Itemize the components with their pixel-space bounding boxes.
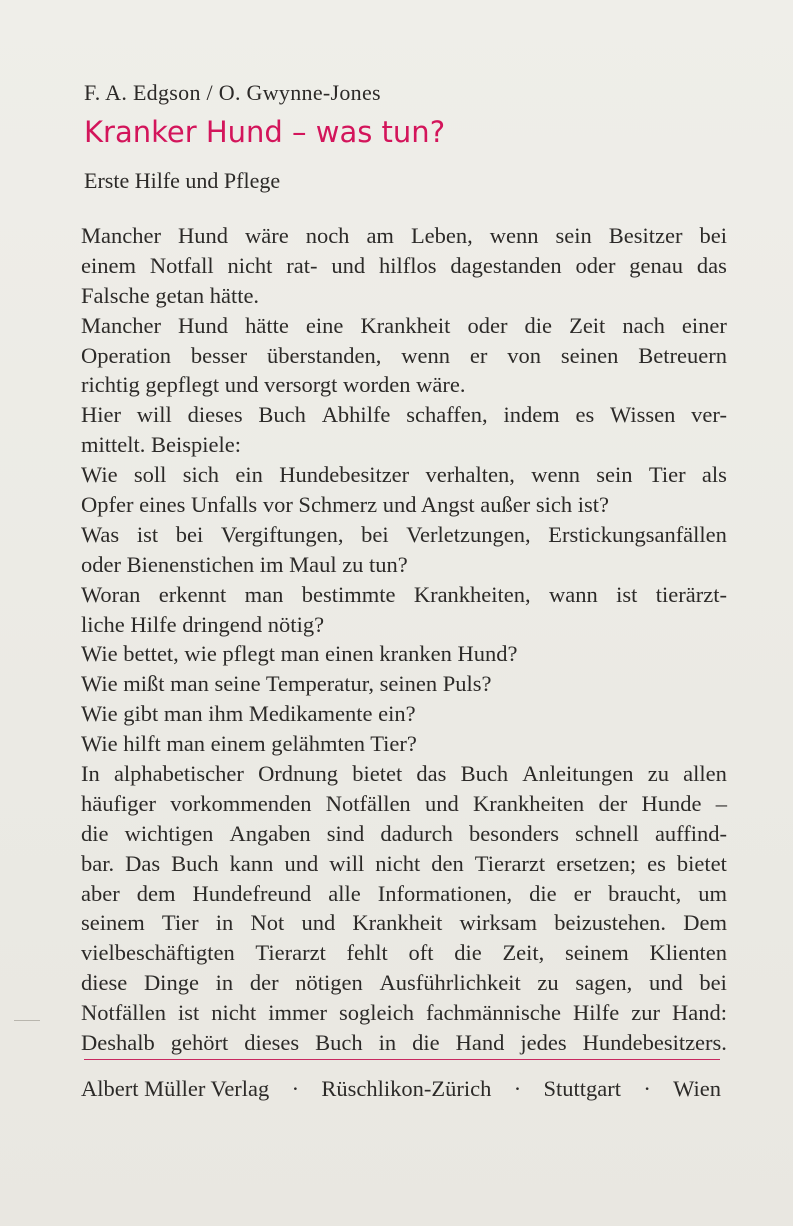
blurb-line: Opfer eines Unfalls vor Schmerz und Angst außer sich ist? — [81, 492, 609, 518]
blurb-line — [81, 251, 727, 281]
blurb-word: nicht — [211, 1000, 257, 1026]
blurb-line — [81, 520, 727, 550]
blurb-line: liche Hilfe dringend nötig? — [81, 611, 325, 637]
blurb-word: sein — [596, 462, 633, 488]
blurb-word: Hund — [177, 223, 228, 248]
blurb-word: Not — [250, 910, 285, 936]
blurb-word: nicht — [227, 252, 273, 278]
blurb-word: aber — [81, 880, 120, 906]
blurb-word: Angaben — [229, 820, 311, 846]
blurb-word: Dem — [683, 910, 727, 936]
blurb-word: von — [507, 342, 541, 368]
blurb-word: rat- — [286, 252, 318, 278]
blurb-line — [81, 998, 727, 1028]
blurb-line — [81, 759, 727, 789]
blurb-text — [81, 221, 727, 1058]
blurb-word: die — [529, 880, 557, 906]
blurb-word: und — [424, 790, 459, 816]
blurb-word: einer — [681, 312, 727, 338]
blurb-word: das — [416, 761, 447, 787]
blurb-word: zu — [647, 761, 669, 787]
blurb-word: wann — [549, 581, 598, 607]
blurb-word: oder — [467, 312, 508, 338]
blurb-word: die — [412, 1030, 440, 1056]
blurb-word: bar. — [81, 850, 115, 876]
blurb-word: bei — [361, 521, 389, 547]
blurb-word: die — [524, 312, 553, 338]
blurb-word: Deshalb — [81, 1030, 155, 1056]
blurb-word: Hand: — [671, 1000, 727, 1026]
blurb-line: richtig gepflegt und versorgt worden wäre. — [81, 372, 466, 398]
blurb-word: tierärzt- — [655, 581, 727, 607]
blurb-word: Betreuern — [638, 342, 727, 368]
blurb-word: auffind- — [654, 820, 727, 846]
blurb-word: Krankheit — [360, 312, 451, 338]
blurb-word: der — [249, 970, 279, 996]
blurb-word: immer — [268, 1000, 328, 1026]
blurb-word: Wissen — [610, 402, 676, 428]
blurb-word: man — [244, 581, 284, 607]
blurb-word: ersetzen; — [556, 850, 637, 876]
blurb-line — [81, 341, 727, 371]
blurb-word: überstanden, — [266, 342, 382, 368]
blurb-word: sogleich — [339, 1000, 415, 1026]
blurb-word: das — [696, 252, 727, 278]
separator-dot: · — [643, 1076, 651, 1101]
blurb-word: Woran — [81, 581, 141, 607]
blurb-word: als — [701, 462, 727, 488]
blurb-line: mittelt. Beispiele: — [81, 432, 241, 458]
blurb-word: nach — [622, 312, 665, 338]
blurb-word: Das — [125, 850, 161, 876]
blurb-word: die — [81, 820, 109, 846]
blurb-word: ver- — [691, 402, 727, 428]
blurb-word: schnell — [575, 820, 639, 846]
blurb-word: Ausführlichkeit — [379, 970, 521, 996]
blurb-word: und — [648, 970, 683, 996]
blurb-line — [81, 968, 727, 998]
publisher-part: Albert Müller Verlag — [81, 1076, 270, 1101]
blurb-word: beizustehen. — [554, 910, 667, 936]
blurb-word: dem — [136, 880, 176, 906]
blurb-word: vorkommenden — [170, 790, 312, 816]
blurb-line — [81, 938, 727, 968]
blurb-word: seinem — [565, 940, 629, 966]
blurb-word: Hunde — [641, 790, 702, 816]
blurb-word: Klienten — [649, 940, 727, 966]
blurb-word: es — [647, 850, 666, 876]
blurb-word: Hundebesitzer — [279, 462, 410, 488]
blurb-word: eine — [305, 312, 344, 338]
blurb-word: braucht, — [608, 880, 682, 906]
blurb-word: gehört — [170, 1030, 229, 1056]
blurb-line — [81, 1028, 727, 1058]
blurb-word: wenn — [401, 342, 450, 368]
publisher-line — [81, 1076, 721, 1102]
blurb-word: oder — [575, 252, 616, 278]
blurb-word: und — [284, 850, 319, 876]
blurb-word: wäre — [244, 223, 289, 248]
book-title: Kranker Hund – was tun? — [84, 115, 446, 149]
blurb-word: Tier — [161, 910, 199, 936]
blurb-word: alphabetischer — [113, 761, 244, 787]
blurb-word: will — [329, 850, 365, 876]
blurb-word: Vergiftungen, — [220, 521, 344, 547]
blurb-word: will — [136, 402, 172, 428]
blurb-word: verhalten, — [425, 462, 515, 488]
blurb-word: Mancher — [81, 312, 161, 338]
blurb-word: sein — [555, 223, 592, 248]
blurb-word: Hundebesitzers. — [582, 1030, 727, 1056]
blurb-word: bietet — [676, 850, 727, 876]
blurb-word: Hier — [81, 402, 121, 428]
blurb-word: einem — [81, 252, 136, 278]
blurb-word: seinem — [81, 910, 145, 936]
blurb-word: Hundefreund — [192, 880, 312, 906]
blurb-line — [81, 580, 727, 610]
blurb-line — [81, 460, 727, 490]
blurb-word: In — [81, 761, 100, 787]
blurb-word: Operation — [81, 342, 171, 368]
blurb-word: Tierarzt — [474, 850, 546, 876]
blurb-word: ist — [177, 1000, 200, 1026]
blurb-word: vielbeschäftigten — [81, 940, 235, 966]
blurb-word: und — [301, 910, 336, 936]
blurb-word: er — [469, 342, 488, 368]
blurb-line: Wie gibt man ihm Medikamente ein? — [81, 701, 416, 727]
blurb-word: Leben, — [410, 223, 473, 248]
blurb-word: Was — [81, 521, 120, 547]
blurb-word: Informationen, — [377, 880, 513, 906]
blurb-word: indem — [503, 402, 560, 428]
blurb-word: zur — [631, 1000, 660, 1026]
blurb-line — [81, 819, 727, 849]
blurb-word: Erstickungsanfällen — [548, 521, 727, 547]
publisher-part: Wien — [673, 1076, 721, 1101]
blurb-word: Ordnung — [258, 761, 339, 787]
blurb-word: Zeit — [569, 312, 606, 338]
blurb-line — [81, 849, 727, 879]
blurb-word: Notfällen — [325, 790, 411, 816]
blurb-word: fehlt — [346, 940, 388, 966]
blurb-word: in — [215, 970, 234, 996]
blurb-word: oft — [408, 940, 434, 966]
blurb-word: alle — [328, 880, 361, 906]
blurb-word: soll — [133, 462, 167, 488]
blurb-word: Notfällen — [81, 1000, 166, 1026]
blurb-line: Wie mißt man seine Temperatur, seinen Puls? — [81, 671, 492, 697]
blurb-word: hilflos — [379, 252, 437, 278]
blurb-word: Zeit, — [502, 940, 545, 966]
blurb-word: Mancher — [81, 223, 161, 248]
blurb-word: Tierarzt — [255, 940, 326, 966]
blurb-word: nötigen — [295, 970, 363, 996]
blurb-word: Dinge — [143, 970, 199, 996]
blurb-word: Krankheiten — [472, 790, 585, 816]
blurb-word: noch — [305, 223, 350, 248]
blurb-word: sagen, — [575, 970, 633, 996]
blurb-line — [81, 400, 727, 430]
blurb-word: dadurch — [380, 820, 453, 846]
blurb-word: kann — [229, 850, 274, 876]
blurb-word: Notfall — [149, 252, 214, 278]
margin-mark — [14, 1020, 40, 1021]
blurb-word: die — [454, 940, 482, 966]
blurb-word: Buch — [171, 850, 219, 876]
blurb-line: Wie bettet, wie pflegt man einen kranken Hund? — [81, 641, 518, 667]
separator-dot: · — [513, 1076, 522, 1101]
blurb-word: wichtigen — [124, 820, 214, 846]
blurb-word: – — [715, 790, 727, 816]
blurb-word: fachmännische — [426, 1000, 561, 1026]
blurb-word: bestimmte — [301, 581, 396, 607]
blurb-word: allen — [683, 761, 727, 787]
blurb-word: nicht — [375, 850, 421, 876]
blurb-word: dieses — [244, 1030, 300, 1056]
blurb-word: Verletzungen, — [406, 521, 531, 547]
blurb-word: es — [575, 402, 595, 428]
blurb-line — [81, 789, 727, 819]
blurb-line — [81, 311, 727, 341]
blurb-word: bietet — [352, 761, 403, 787]
blurb-line — [81, 879, 727, 909]
blurb-word: diese — [81, 970, 128, 996]
blurb-word: in — [215, 910, 234, 936]
blurb-word: Anleitungen — [522, 761, 634, 787]
authors: F. A. Edgson / O. Gwynne-Jones — [84, 80, 381, 105]
blurb-word: sich — [182, 462, 220, 488]
blurb-word: bei — [175, 521, 204, 547]
blurb-word: wenn — [531, 462, 580, 488]
blurb-word: erkennt — [158, 581, 227, 607]
blurb-word: Abhilfe — [321, 402, 391, 428]
blurb-word: wirksam — [459, 910, 538, 936]
blurb-word: hätte — [245, 312, 289, 338]
blurb-word: Hund — [178, 312, 229, 338]
blurb-word: in — [378, 1030, 397, 1056]
blurb-word: zu — [537, 970, 559, 996]
blurb-word: er — [573, 880, 592, 906]
blurb-word: Besitzer — [608, 223, 683, 248]
blurb-word: ein — [235, 462, 263, 488]
publisher-part: Rüschlikon-Zürich — [321, 1076, 492, 1101]
blurb-word: und — [331, 252, 366, 278]
publisher-part: Stuttgart — [543, 1076, 622, 1101]
blurb-word: dagestanden — [450, 252, 562, 278]
blurb-word: besonders — [469, 820, 559, 846]
blurb-word: Buch — [460, 761, 509, 787]
blurb-word: ist — [616, 581, 638, 607]
blurb-word: Krankheit — [352, 910, 443, 936]
blurb-line: Wie hilft man einem gelähmten Tier? — [81, 731, 417, 757]
book-subtitle: Erste Hilfe und Pflege — [84, 168, 281, 193]
blurb-word: jedes — [520, 1030, 567, 1056]
blurb-word: den — [431, 850, 464, 876]
blurb-word: häufiger — [81, 790, 156, 816]
blurb-line — [81, 908, 727, 938]
blurb-word: Tier — [648, 462, 686, 488]
blurb-word: der — [598, 790, 628, 816]
blurb-word: bei — [699, 970, 727, 996]
blurb-word: sind — [326, 820, 365, 846]
blurb-word: schaffen, — [406, 402, 488, 428]
blurb-line — [81, 221, 727, 251]
blurb-word: seinen — [560, 342, 619, 368]
blurb-line: oder Bienenstichen im Maul zu tun? — [81, 551, 408, 577]
blurb-word: bei — [699, 223, 727, 248]
blurb-word: dieses — [187, 402, 243, 428]
blurb-word: besser — [190, 342, 248, 368]
separator-dot: · — [291, 1076, 300, 1101]
blurb-word: Buch — [315, 1030, 363, 1056]
blurb-word: Hilfe — [572, 1000, 620, 1026]
blurb-word: Krankheiten, — [413, 581, 531, 607]
blurb-word: am — [366, 223, 394, 248]
blurb-word: Hand — [455, 1030, 505, 1056]
blurb-line: Falsche getan hätte. — [81, 282, 260, 308]
blurb-word: Buch — [258, 402, 306, 428]
blurb-word: wenn — [489, 223, 539, 248]
blurb-word: Wie — [81, 462, 118, 488]
blurb-word: ist — [136, 521, 159, 547]
divider-rule — [84, 1059, 720, 1060]
blurb-word: genau — [629, 252, 684, 278]
blurb-word: um — [698, 880, 727, 906]
